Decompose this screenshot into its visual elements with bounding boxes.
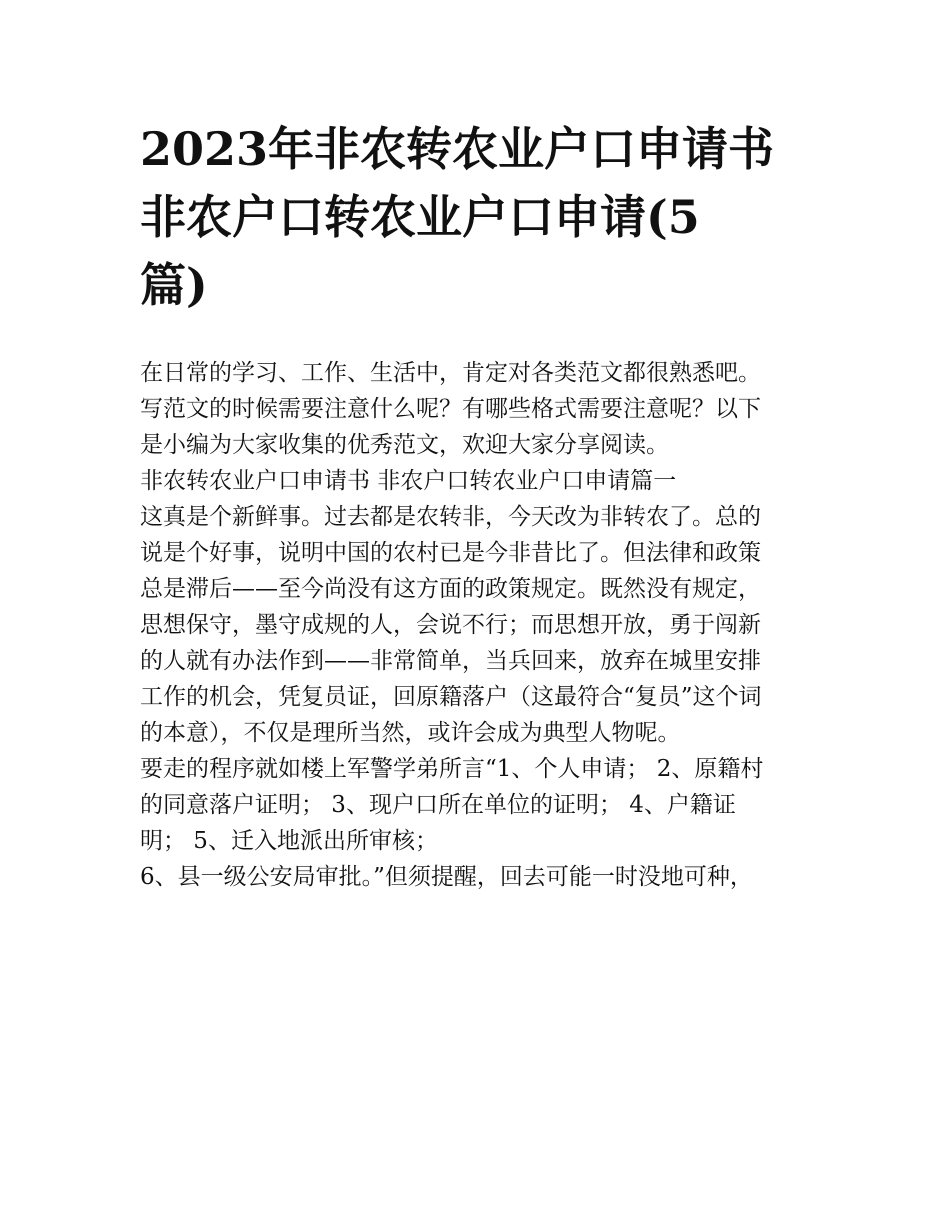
document-title <box>140 115 830 319</box>
title-line: 非农户口转农业户口申请(5 <box>140 190 700 244</box>
text-line: 在日常的学习、工作、生活中，肯定对各类范文都很熟悉吧。 <box>140 360 761 386</box>
text-line: 写范文的时候需要注意什么呢？有哪些格式需要注意呢？以下 <box>140 396 761 422</box>
text-line: 工作的机会，凭复员证，回原籍落户（这最符合“复员”这个词 <box>140 684 762 710</box>
text-line: 要走的程序就如楼上军警学弟所言“1、个人申请； 2、原籍村 <box>140 756 764 782</box>
title-line: 篇) <box>140 258 208 312</box>
document-body <box>140 355 830 895</box>
procedure-paragraph <box>140 751 830 859</box>
section-heading <box>140 463 830 499</box>
text-line: 是小编为大家收集的优秀范文，欢迎大家分享阅读。 <box>140 432 669 458</box>
text-line: 的人就有办法作到——非常简单，当兵回来，放弃在城里安排 <box>140 648 761 674</box>
text-line: 这真是个新鲜事。过去都是农转非，今天改为非转农了。总的 <box>140 504 761 530</box>
intro-paragraph <box>140 355 830 463</box>
text-line: 的同意落户证明； 3、现户口所在单位的证明； 4、户籍证 <box>140 792 736 818</box>
text-line: 说是个好事，说明中国的农村已是今非昔比了。但法律和政策 <box>140 540 761 566</box>
text-line: 明； 5、迁入地派出所审核； <box>140 828 438 854</box>
title-line: 2023年非农转农业户口申请书 <box>140 122 775 176</box>
body-paragraph <box>140 499 830 751</box>
text-line: 非农转农业户口申请书 非农户口转农业户口申请篇一 <box>140 468 677 494</box>
text-line: 思想保守，墨守成规的人，会说不行；而思想开放，勇于闯新 <box>140 612 761 638</box>
text-line: 总是滞后——至今尚没有这方面的政策规定。既然没有规定， <box>140 576 761 602</box>
text-line: 6、县一级公安局审批。”但须提醒，回去可能一时没地可种， <box>140 864 753 890</box>
text-line: 的本意），不仅是理所当然，或许会成为典型人物呢。 <box>140 720 681 746</box>
procedure-continued-paragraph <box>140 859 830 895</box>
